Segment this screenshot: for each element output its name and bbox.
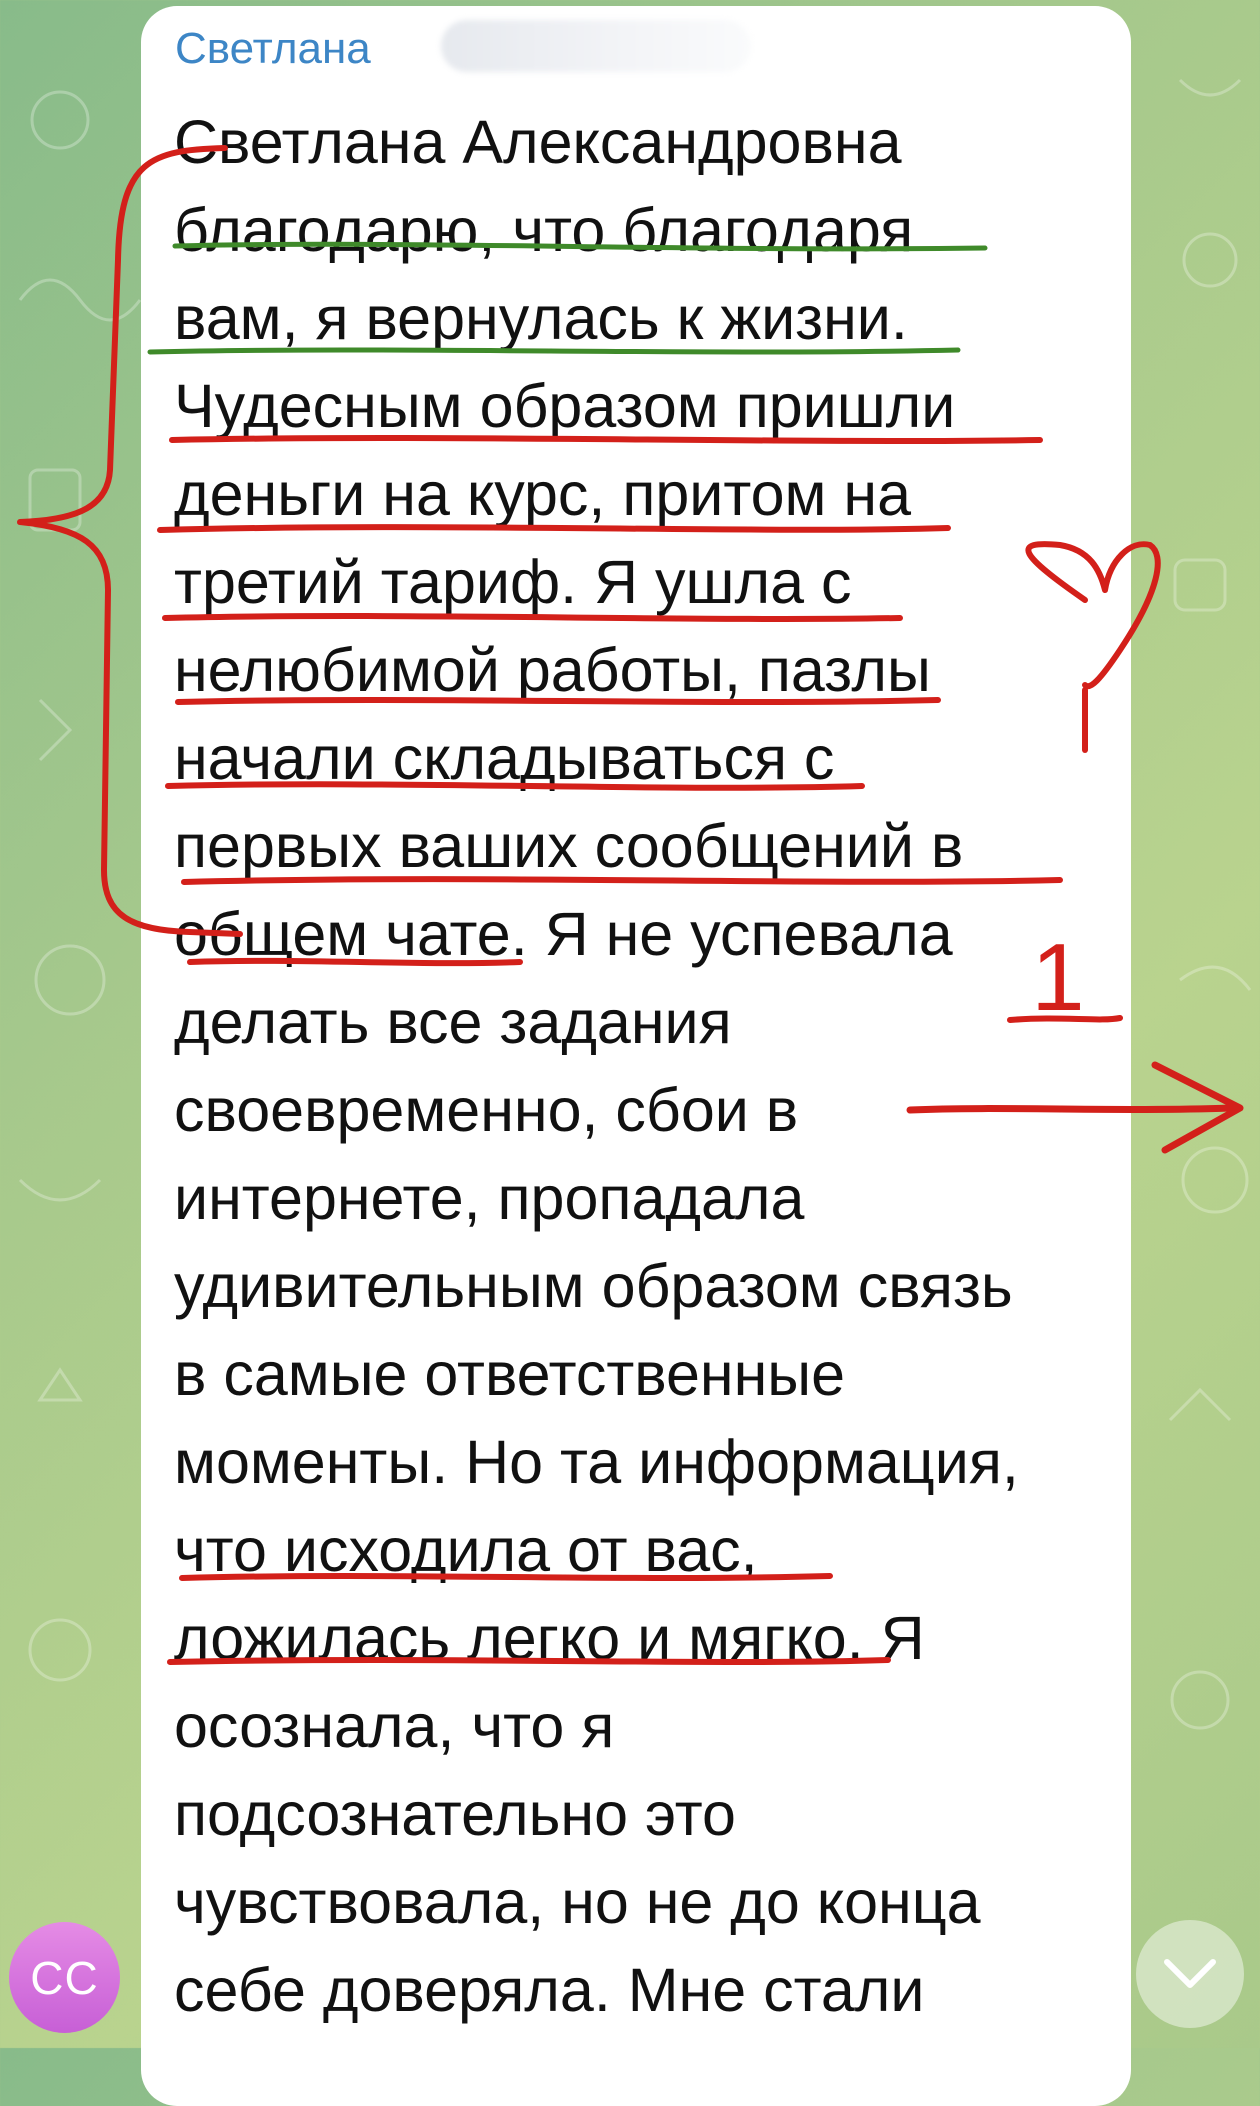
message-line: себе доверяла. Мне стали — [174, 1956, 925, 2024]
message-line: чувствовала, но не до конца — [174, 1868, 981, 1936]
message-line: осознала, что я — [174, 1692, 615, 1760]
message-text — [174, 98, 1019, 2034]
scroll-to-bottom-button[interactable] — [1136, 1920, 1244, 2028]
message-bubble[interactable] — [141, 6, 1131, 2106]
message-line: благодарю, что благодаря — [174, 196, 914, 264]
message-line: что исходила от вас, — [174, 1516, 758, 1584]
message-line: деньги на курс, притом на — [174, 460, 912, 528]
message-line: первых ваших сообщений в — [174, 812, 964, 880]
avatar-initials: CC — [30, 1951, 99, 2004]
message-line: Чудесным образом пришли — [174, 372, 956, 440]
message-line: подсознательно это — [174, 1780, 736, 1848]
blurred-surname — [441, 20, 751, 72]
message-line: нелюбимой работы, пазлы — [174, 636, 931, 704]
message-line: удивительным образом связь — [174, 1252, 1013, 1320]
message-line: интернете, пропадала — [174, 1164, 805, 1232]
chevron-down-icon — [1163, 1958, 1217, 1990]
red-arrowhead — [1155, 1065, 1240, 1150]
avatar[interactable] — [9, 1922, 120, 2033]
message-line: начали складываться с — [174, 724, 835, 792]
message-line: ложилась легко и мягко. Я — [174, 1604, 925, 1672]
message-line: моменты. Но та информация, — [174, 1428, 1019, 1496]
message-line: Светлана Александровна — [174, 108, 902, 176]
message-line: вам, я вернулась к жизни. — [174, 284, 908, 352]
message-line: общем чате. Я не успевала — [174, 900, 953, 968]
message-line: третий тариф. Я ушла с — [174, 548, 852, 616]
sender-name[interactable]: Светлана — [175, 24, 371, 73]
message-line: делать все задания — [174, 988, 732, 1056]
red-number-label: 1 — [1031, 924, 1085, 1031]
message-line: своевременно, сбои в — [174, 1076, 799, 1144]
message-line: в самые ответственные — [174, 1340, 846, 1408]
